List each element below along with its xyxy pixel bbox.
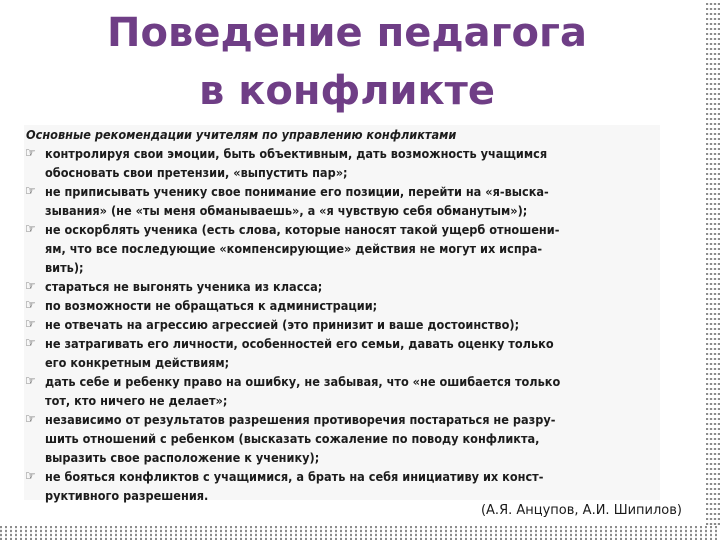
pointing-hand-icon: ☞ (25, 469, 36, 484)
pointing-hand-icon: ☞ (25, 146, 36, 161)
title-line-1: Поведение педагога (107, 10, 587, 56)
recommendation-item (24, 296, 660, 315)
recommendation-text (45, 296, 660, 315)
recommendation-line: не отвечать на агрессию агрессией (это принизит и ваше достоинство); (45, 317, 520, 332)
recommendation-line: вить); (45, 260, 84, 275)
recommendation-item (24, 277, 660, 296)
recommendation-text (45, 144, 660, 182)
recommendation-text (45, 277, 660, 296)
pointing-hand-icon: ☞ (25, 374, 36, 389)
recommendation-line: дать себе и ребенку право на ошибку, не забывая, что «не ошибается только (45, 374, 561, 389)
recommendation-text (45, 220, 660, 277)
recommendation-item (24, 220, 660, 277)
pointing-hand-icon: ☞ (25, 336, 36, 351)
recommendation-text (45, 182, 660, 220)
recommendation-item (24, 182, 660, 220)
recommendation-list (24, 144, 660, 505)
recommendation-line: не приписывать ученику свое понимание его позиции, перейти на «я-выска- (45, 184, 549, 199)
recommendation-line: зывания» (не «ты меня обманываешь», а «я чувствую себя обманутым»); (45, 203, 528, 218)
recommendation-line: по возможности не обращаться к администрации; (45, 298, 378, 313)
recommendation-line: выразить свое расположение к ученику); (45, 450, 320, 465)
recommendation-text (45, 410, 660, 467)
recommendation-line: руктивного разрешения. (45, 488, 209, 503)
recommendation-item (24, 372, 660, 410)
recommendation-item (24, 144, 660, 182)
pointing-hand-icon: ☞ (25, 222, 36, 237)
scanned-text-block (24, 125, 660, 503)
pointing-hand-icon: ☞ (25, 279, 36, 294)
decorative-frame-bottom (0, 526, 720, 540)
recommendation-line: ям, что все последующие «компенсирующие» действия не могут их испра- (45, 241, 543, 256)
recommendation-item (24, 315, 660, 334)
recommendation-line: его конкретным действиям; (45, 355, 230, 370)
pointing-hand-icon: ☞ (25, 184, 36, 199)
pointing-hand-icon: ☞ (25, 317, 36, 332)
recommendation-item (24, 334, 660, 372)
slide-title (100, 4, 594, 120)
recommendations-heading: Основные рекомендации учителям по управлению конфликтами (26, 127, 457, 142)
recommendation-line: обосновать свои претензии, «выпустить пар»; (45, 165, 348, 180)
recommendation-line: не оскорблять ученика (есть слова, которые наносят такой ущерб отношени- (45, 222, 560, 237)
recommendation-line: шить отношений с ребенком (высказать сожаление по поводу конфликта, (45, 431, 540, 446)
decorative-frame-right (706, 0, 720, 540)
recommendation-text (45, 334, 660, 372)
pointing-hand-icon: ☞ (25, 298, 36, 313)
recommendation-line: тот, кто ничего не делает»; (45, 393, 228, 408)
recommendation-line: стараться не выгонять ученика из класса; (45, 279, 323, 294)
attribution: (А.Я. Анцупов, А.И. Шипилов) (480, 503, 682, 518)
recommendation-line: независимо от результатов разрешения противоречия постараться не разру- (45, 412, 556, 427)
title-line-2: в конфликте (199, 68, 495, 114)
recommendation-item (24, 410, 660, 467)
recommendation-text (45, 315, 660, 334)
recommendation-line: не бояться конфликтов с учащимися, а брать на себя инициативу их конст- (45, 469, 544, 484)
pointing-hand-icon: ☞ (25, 412, 36, 427)
recommendation-text (45, 372, 660, 410)
recommendation-line: не затрагивать его личности, особенностей его семьи, давать оценку только (45, 336, 554, 351)
recommendation-line: контролируя свои эмоции, быть объективным, дать возможность учащимся (45, 146, 548, 161)
